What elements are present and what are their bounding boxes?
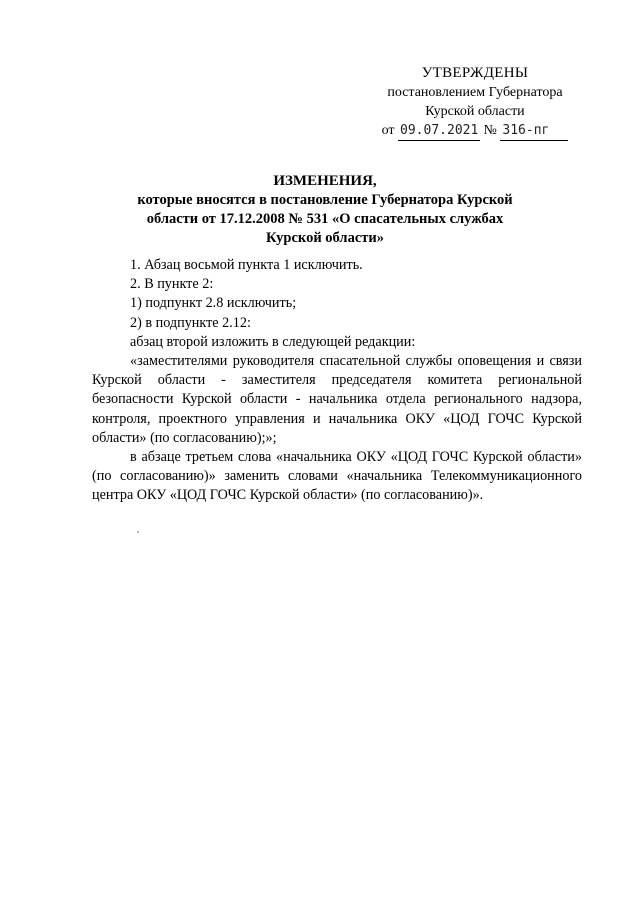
final-paragraph: в абзаце третьем слова «начальника ОКУ «ЦОД ГОЧС Курской области» (по согласованию)» заменить словами «начальника Телекоммуникационного центра ОКУ «ЦОД ГОЧС Курской области» (по согласованию)».	[92, 449, 582, 504]
document-body	[92, 256, 582, 506]
heading-subtitle-line: которые вносятся в постановление Губернатора Курской	[137, 192, 513, 208]
quote-paragraph: «заместителями руководителя спасательной службы оповещения и связи Курской области - заместителя председателя комитета региональной безопасности Курской области - начальника отдела регионального надзора, контроля, проектного управления и начальника ОКУ «ЦОД ГОЧС Курской области» (по согласованию);»;	[92, 353, 582, 446]
body-item: 1) подпункт 2.8 исключить;	[130, 295, 297, 312]
document-heading	[120, 172, 530, 248]
decree-date: 09.07.2021	[398, 121, 480, 141]
number-prefix: №	[483, 123, 497, 138]
body-item: 2. В пункте 2:	[130, 276, 214, 293]
approval-block	[370, 64, 580, 141]
heading-subtitle-line: Курской области»	[266, 230, 384, 246]
approval-line-region: Курской области	[425, 104, 525, 119]
date-prefix: от	[381, 123, 395, 138]
heading-title: ИЗМЕНЕНИЯ,	[273, 173, 377, 189]
approval-date-row	[370, 121, 580, 141]
heading-subtitle-line: области от 17.12.2008 № 531 «О спасательных службах	[146, 211, 504, 227]
approval-title: УТВЕРЖДЕНЫ	[421, 65, 529, 81]
body-item: абзац второй изложить в следующей редакции:	[130, 333, 416, 350]
scan-speck	[137, 531, 139, 533]
body-item: 1. Абзац восьмой пункта 1 исключить.	[130, 257, 363, 273]
body-item: 2) в подпункте 2.12:	[130, 314, 251, 331]
decree-number: 316-пг	[500, 121, 568, 141]
approval-line-decree: постановлением Губернатора	[387, 85, 563, 100]
